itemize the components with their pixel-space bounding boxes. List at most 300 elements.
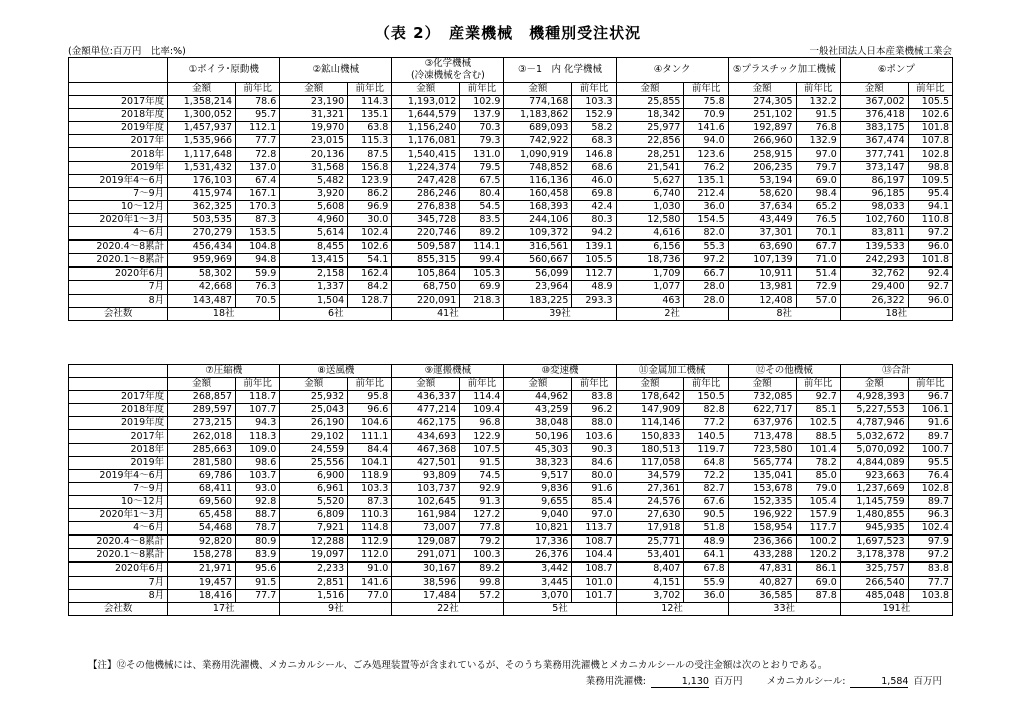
- ratio-cell: 154.5: [684, 213, 728, 226]
- ratio-cell: 84.2: [348, 281, 392, 294]
- col-ratio-header: 前年比: [348, 378, 392, 391]
- ratio-cell: 64.1: [684, 549, 728, 563]
- ratio-cell: 77.2: [684, 417, 728, 430]
- ratio-cell: 128.7: [348, 294, 392, 307]
- ratio-cell: 123.9: [348, 174, 392, 187]
- ratio-cell: 96.7: [908, 391, 952, 404]
- amount-cell: 152,335: [728, 495, 796, 508]
- ratio-cell: 114.4: [460, 391, 504, 404]
- amount-cell: 9,655: [504, 495, 572, 508]
- amount-cell: 178,642: [616, 391, 684, 404]
- ratio-cell: 64.8: [684, 456, 728, 469]
- amount-cell: 18,736: [616, 254, 684, 268]
- ratio-cell: 104.4: [572, 549, 616, 563]
- amount-cell: 258,915: [728, 148, 796, 161]
- col-ratio-header: 前年比: [684, 83, 728, 96]
- ratio-cell: 91.6: [908, 417, 952, 430]
- amount-cell: 1,337: [280, 281, 348, 294]
- row-label: 2018年度: [69, 404, 168, 417]
- orders-table-1: [68, 57, 953, 321]
- amount-cell: 1,504: [280, 294, 348, 307]
- amount-cell: 86,197: [840, 174, 908, 187]
- amount-cell: 273,215: [168, 417, 236, 430]
- amount-cell: 30,167: [392, 562, 460, 576]
- table-row: [69, 174, 953, 187]
- amount-cell: 732,085: [728, 391, 796, 404]
- ratio-cell: 132.9: [796, 135, 840, 148]
- ratio-cell: 78.2: [796, 456, 840, 469]
- company-count: 5社: [504, 602, 616, 615]
- group-header: ④タンク: [616, 58, 728, 83]
- table-row: [69, 148, 953, 161]
- ratio-cell: 86.2: [348, 187, 392, 200]
- amount-cell: 316,561: [504, 240, 572, 254]
- ratio-cell: 55.9: [684, 576, 728, 589]
- ratio-cell: 123.6: [684, 148, 728, 161]
- ratio-cell: 76.2: [684, 161, 728, 174]
- ratio-cell: 162.4: [348, 267, 392, 281]
- amount-cell: 31,568: [280, 161, 348, 174]
- amount-cell: 139,533: [840, 240, 908, 254]
- ratio-cell: 48.9: [572, 281, 616, 294]
- ratio-cell: 118.9: [348, 469, 392, 482]
- amount-cell: 1,077: [616, 281, 684, 294]
- amount-cell: 3,442: [504, 562, 572, 576]
- ratio-cell: 114.3: [348, 96, 392, 109]
- ratio-cell: 88.0: [572, 417, 616, 430]
- amount-cell: 560,667: [504, 254, 572, 268]
- ratio-cell: 102.8: [908, 482, 952, 495]
- table-row: [69, 469, 953, 482]
- amount-cell: 3,702: [616, 589, 684, 602]
- col-amount-header: 金額: [168, 378, 236, 391]
- ratio-cell: 98.6: [236, 456, 280, 469]
- amount-cell: 456,434: [168, 240, 236, 254]
- ratio-cell: 83.5: [460, 213, 504, 226]
- ratio-cell: 80.9: [236, 535, 280, 549]
- col-amount-header: 金額: [504, 378, 572, 391]
- laundry-label: 業務用洗濯機:: [585, 676, 646, 687]
- amount-cell: 96,185: [840, 187, 908, 200]
- amount-cell: 1,176,081: [392, 135, 460, 148]
- row-label: 2019年4～6月: [69, 469, 168, 482]
- ratio-cell: 91.5: [460, 456, 504, 469]
- table-row: [69, 161, 953, 174]
- amount-cell: 47,831: [728, 562, 796, 576]
- laundry-value: 1,130: [651, 676, 709, 688]
- col-ratio-header: 前年比: [236, 83, 280, 96]
- ratio-cell: 75.8: [684, 96, 728, 109]
- amount-cell: 1,090,919: [504, 148, 572, 161]
- amount-cell: 923,663: [840, 469, 908, 482]
- group-header: ⑤プラスチック加工機械: [728, 58, 840, 83]
- amount-cell: 10,821: [504, 522, 572, 536]
- table-row: [69, 589, 953, 602]
- table-row: [69, 549, 953, 563]
- ratio-cell: 137.0: [236, 161, 280, 174]
- ratio-cell: 99.4: [460, 254, 504, 268]
- amount-cell: 25,043: [280, 404, 348, 417]
- ratio-cell: 55.3: [684, 240, 728, 254]
- amount-cell: 236,366: [728, 535, 796, 549]
- row-label: 2019年度: [69, 122, 168, 135]
- ratio-cell: 88.7: [236, 509, 280, 522]
- organization: 一般社団法人日本産業機械工業会: [809, 46, 952, 57]
- amount-cell: 367,474: [840, 135, 908, 148]
- table-row: [69, 482, 953, 495]
- amount-cell: 206,235: [728, 161, 796, 174]
- ratio-cell: 107.5: [460, 443, 504, 456]
- row-label: 2020年6月: [69, 562, 168, 576]
- amount-cell: 247,428: [392, 174, 460, 187]
- ratio-cell: 79.0: [796, 482, 840, 495]
- ratio-cell: 91.6: [572, 482, 616, 495]
- amount-cell: 180,513: [616, 443, 684, 456]
- ratio-cell: 112.1: [236, 122, 280, 135]
- ratio-cell: 92.7: [908, 281, 952, 294]
- amount-cell: 93,809: [392, 469, 460, 482]
- ratio-cell: 108.7: [572, 562, 616, 576]
- amount-cell: 19,457: [168, 576, 236, 589]
- amount-cell: 3,178,378: [840, 549, 908, 563]
- ratio-cell: 76.5: [796, 213, 840, 226]
- amount-cell: 23,015: [280, 135, 348, 148]
- amount-cell: 23,190: [280, 96, 348, 109]
- col-amount-header: 金額: [616, 378, 684, 391]
- amount-cell: 27,630: [616, 509, 684, 522]
- seal-value: 1,584: [850, 676, 908, 688]
- amount-cell: 2,233: [280, 562, 348, 576]
- ratio-cell: 94.2: [572, 227, 616, 241]
- ratio-cell: 54.5: [460, 200, 504, 213]
- amount-cell: 12,408: [728, 294, 796, 307]
- footnote: 【注】⑫その他機械には、業務用洗濯機、メカニカルシール、ごみ処理装置等が含まれているが、そのうち業務用洗濯機とメカニカルシールの受注金額は次のとおりである。: [88, 660, 828, 671]
- ratio-cell: 118.3: [236, 430, 280, 443]
- ratio-cell: 107.8: [908, 135, 952, 148]
- col-amount-header: 金額: [504, 83, 572, 96]
- ratio-cell: 119.7: [684, 443, 728, 456]
- page-title: （表 2） 産業機械 機種別受注状況: [374, 24, 642, 42]
- col-ratio-header: 前年比: [236, 378, 280, 391]
- amount-cell: 3,445: [504, 576, 572, 589]
- ratio-cell: 51.4: [796, 267, 840, 281]
- amount-cell: 383,175: [840, 122, 908, 135]
- amount-cell: 6,156: [616, 240, 684, 254]
- ratio-cell: 66.7: [684, 267, 728, 281]
- amount-cell: 434,693: [392, 430, 460, 443]
- ratio-cell: 85.1: [796, 404, 840, 417]
- ratio-cell: 97.2: [908, 227, 952, 241]
- ratio-cell: 91.3: [460, 495, 504, 508]
- row-label: 2017年: [69, 135, 168, 148]
- ratio-cell: 97.2: [908, 549, 952, 563]
- ratio-cell: 167.1: [236, 187, 280, 200]
- amount-cell: 286,246: [392, 187, 460, 200]
- amount-cell: 69,560: [168, 495, 236, 508]
- amount-cell: 17,484: [392, 589, 460, 602]
- amount-cell: 19,097: [280, 549, 348, 563]
- group-header: ②鉱山機械: [280, 58, 392, 83]
- ratio-cell: 150.5: [684, 391, 728, 404]
- amount-cell: 5,627: [616, 174, 684, 187]
- amount-cell: 565,774: [728, 456, 796, 469]
- ratio-cell: 110.3: [348, 509, 392, 522]
- ratio-cell: 69.9: [460, 281, 504, 294]
- ratio-cell: 97.0: [572, 509, 616, 522]
- ratio-cell: 86.1: [796, 562, 840, 576]
- table-row: [69, 213, 953, 226]
- ratio-cell: 102.5: [796, 417, 840, 430]
- ratio-cell: 54.1: [348, 254, 392, 268]
- ratio-cell: 137.9: [460, 109, 504, 122]
- ratio-cell: 77.0: [348, 589, 392, 602]
- amount-cell: 43,449: [728, 213, 796, 226]
- ratio-cell: 120.2: [796, 549, 840, 563]
- row-label: 2020年1～3月: [69, 509, 168, 522]
- ratio-cell: 78.6: [236, 96, 280, 109]
- ratio-cell: 74.5: [460, 469, 504, 482]
- amount-cell: 129,087: [392, 535, 460, 549]
- amount-cell: 362,325: [168, 200, 236, 213]
- ratio-cell: 101.7: [572, 589, 616, 602]
- ratio-cell: 85.4: [572, 495, 616, 508]
- amount-cell: 24,576: [616, 495, 684, 508]
- ratio-cell: 122.9: [460, 430, 504, 443]
- amount-cell: 92,820: [168, 535, 236, 549]
- ratio-cell: 100.2: [796, 535, 840, 549]
- amount-cell: 13,981: [728, 281, 796, 294]
- amount-cell: 45,303: [504, 443, 572, 456]
- count-label: 会社数: [69, 602, 168, 615]
- amount-cell: 270,279: [168, 227, 236, 241]
- amount-cell: 9,836: [504, 482, 572, 495]
- col-ratio-header: 前年比: [460, 378, 504, 391]
- amount-cell: 114,146: [616, 417, 684, 430]
- col-amount-header: 金額: [168, 83, 236, 96]
- row-label: 2017年度: [69, 96, 168, 109]
- amount-cell: 58,620: [728, 187, 796, 200]
- ratio-cell: 58.2: [572, 122, 616, 135]
- ratio-cell: 78.7: [236, 522, 280, 536]
- ratio-cell: 79.7: [796, 161, 840, 174]
- amount-cell: 4,844,089: [840, 456, 908, 469]
- ratio-cell: 102.9: [460, 96, 504, 109]
- amount-cell: 196,922: [728, 509, 796, 522]
- row-label: 7～9月: [69, 482, 168, 495]
- ratio-cell: 84.6: [572, 456, 616, 469]
- ratio-cell: 146.8: [572, 148, 616, 161]
- ratio-cell: 103.3: [348, 482, 392, 495]
- table-row: [69, 535, 953, 549]
- amount-cell: 29,102: [280, 430, 348, 443]
- ratio-cell: 80.3: [572, 213, 616, 226]
- ratio-cell: 96.8: [460, 417, 504, 430]
- ratio-cell: 218.3: [460, 294, 504, 307]
- ratio-cell: 57.0: [796, 294, 840, 307]
- amount-cell: 415,974: [168, 187, 236, 200]
- ratio-cell: 89.2: [460, 562, 504, 576]
- table-row: [69, 576, 953, 589]
- ratio-cell: 70.9: [684, 109, 728, 122]
- col-ratio-header: 前年比: [348, 83, 392, 96]
- ratio-cell: 84.4: [348, 443, 392, 456]
- ratio-cell: 59.9: [236, 267, 280, 281]
- table-row: [69, 404, 953, 417]
- amount-cell: 18,416: [168, 589, 236, 602]
- amount-cell: 63,690: [728, 240, 796, 254]
- col-ratio-header: 前年比: [908, 378, 952, 391]
- amount-cell: 1,540,415: [392, 148, 460, 161]
- ratio-cell: 103.8: [908, 589, 952, 602]
- ratio-cell: 79.3: [460, 135, 504, 148]
- ratio-cell: 77.7: [236, 589, 280, 602]
- row-label: 8月: [69, 589, 168, 602]
- amount-cell: 38,048: [504, 417, 572, 430]
- amount-cell: 9,040: [504, 509, 572, 522]
- amount-cell: 266,540: [840, 576, 908, 589]
- ratio-cell: 87.8: [796, 589, 840, 602]
- amount-cell: 65,458: [168, 509, 236, 522]
- amount-cell: 6,900: [280, 469, 348, 482]
- amount-cell: 26,322: [840, 294, 908, 307]
- row-label: 2020.4～8累計: [69, 535, 168, 549]
- amount-cell: 105,864: [392, 267, 460, 281]
- amount-cell: 25,771: [616, 535, 684, 549]
- ratio-cell: 107.7: [236, 404, 280, 417]
- amount-cell: 10,911: [728, 267, 796, 281]
- amount-cell: 1,237,669: [840, 482, 908, 495]
- ratio-cell: 141.6: [348, 576, 392, 589]
- ratio-cell: 77.8: [460, 522, 504, 536]
- ratio-cell: 42.4: [572, 200, 616, 213]
- col-ratio-header: 前年比: [684, 378, 728, 391]
- col-amount-header: 金額: [616, 83, 684, 96]
- amount-cell: 73,007: [392, 522, 460, 536]
- ratio-cell: 104.1: [348, 456, 392, 469]
- row-label: 10～12月: [69, 200, 168, 213]
- col-amount-header: 金額: [728, 378, 796, 391]
- table-row: [69, 495, 953, 508]
- ratio-cell: 76.8: [796, 122, 840, 135]
- amount-cell: 161,984: [392, 509, 460, 522]
- amount-cell: 9,517: [504, 469, 572, 482]
- company-count: 39社: [504, 307, 616, 320]
- unit-note: (金額単位:百万円 比率:%): [68, 46, 186, 57]
- col-amount-header: 金額: [840, 378, 908, 391]
- table-row: [69, 417, 953, 430]
- ratio-cell: 101.4: [796, 443, 840, 456]
- ratio-cell: 135.1: [348, 109, 392, 122]
- ratio-cell: 95.4: [908, 187, 952, 200]
- amount-cell: 28,251: [616, 148, 684, 161]
- ratio-cell: 87.5: [348, 148, 392, 161]
- col-ratio-header: 前年比: [796, 378, 840, 391]
- amount-cell: 20,136: [280, 148, 348, 161]
- ratio-cell: 96.9: [348, 200, 392, 213]
- ratio-cell: 85.0: [796, 469, 840, 482]
- amount-cell: 53,194: [728, 174, 796, 187]
- amount-cell: 176,103: [168, 174, 236, 187]
- amount-cell: 3,070: [504, 589, 572, 602]
- group-header: ⑧送風機: [280, 365, 392, 378]
- ratio-cell: 157.9: [796, 509, 840, 522]
- ratio-cell: 89.7: [908, 495, 952, 508]
- ratio-cell: 101.8: [908, 254, 952, 268]
- amount-cell: 855,315: [392, 254, 460, 268]
- amount-cell: 83,811: [840, 227, 908, 241]
- ratio-cell: 101.0: [572, 576, 616, 589]
- ratio-cell: 95.5: [908, 456, 952, 469]
- amount-cell: 289,597: [168, 404, 236, 417]
- amount-cell: 462,175: [392, 417, 460, 430]
- amount-cell: 367,002: [840, 96, 908, 109]
- amount-cell: 17,336: [504, 535, 572, 549]
- ratio-cell: 67.6: [684, 495, 728, 508]
- amount-cell: 427,501: [392, 456, 460, 469]
- company-count: 12社: [616, 602, 728, 615]
- ratio-cell: 109.0: [236, 443, 280, 456]
- amount-cell: 244,106: [504, 213, 572, 226]
- row-label: 4～6月: [69, 522, 168, 536]
- ratio-cell: 141.6: [684, 122, 728, 135]
- ratio-cell: 80.4: [460, 187, 504, 200]
- amount-cell: 102,645: [392, 495, 460, 508]
- row-label: 2018年: [69, 443, 168, 456]
- amount-cell: 1,224,374: [392, 161, 460, 174]
- ratio-cell: 89.7: [908, 430, 952, 443]
- row-label: 7月: [69, 281, 168, 294]
- ratio-cell: 93.0: [236, 482, 280, 495]
- ratio-cell: 67.5: [460, 174, 504, 187]
- amount-cell: 103,737: [392, 482, 460, 495]
- amount-cell: 1,030: [616, 200, 684, 213]
- amount-cell: 713,478: [728, 430, 796, 443]
- amount-cell: 266,960: [728, 135, 796, 148]
- amount-cell: 68,750: [392, 281, 460, 294]
- ratio-cell: 104.8: [236, 240, 280, 254]
- amount-cell: 150,833: [616, 430, 684, 443]
- ratio-cell: 82.0: [684, 227, 728, 241]
- table-row: [69, 522, 953, 536]
- amount-cell: 4,787,946: [840, 417, 908, 430]
- company-count: 8社: [728, 307, 840, 320]
- ratio-cell: 79.2: [460, 535, 504, 549]
- amount-cell: 262,018: [168, 430, 236, 443]
- amount-cell: 5,608: [280, 200, 348, 213]
- amount-cell: 1,709: [616, 267, 684, 281]
- ratio-cell: 94.0: [684, 135, 728, 148]
- amount-cell: 291,071: [392, 549, 460, 563]
- amount-cell: 102,760: [840, 213, 908, 226]
- amount-cell: 50,196: [504, 430, 572, 443]
- ratio-cell: 95.8: [348, 391, 392, 404]
- ratio-cell: 102.4: [348, 227, 392, 241]
- ratio-cell: 57.2: [460, 589, 504, 602]
- amount-cell: 959,969: [168, 254, 236, 268]
- ratio-cell: 88.5: [796, 430, 840, 443]
- amount-cell: 723,580: [728, 443, 796, 456]
- ratio-cell: 91.0: [348, 562, 392, 576]
- amount-cell: 54,468: [168, 522, 236, 536]
- ratio-cell: 80.0: [572, 469, 616, 482]
- header-corner: [69, 378, 168, 391]
- table-row: [69, 430, 953, 443]
- amount-cell: 6,740: [616, 187, 684, 200]
- company-count: 33社: [728, 602, 840, 615]
- ratio-cell: 67.8: [684, 562, 728, 576]
- ratio-cell: 293.3: [572, 294, 616, 307]
- company-count: 9社: [280, 602, 392, 615]
